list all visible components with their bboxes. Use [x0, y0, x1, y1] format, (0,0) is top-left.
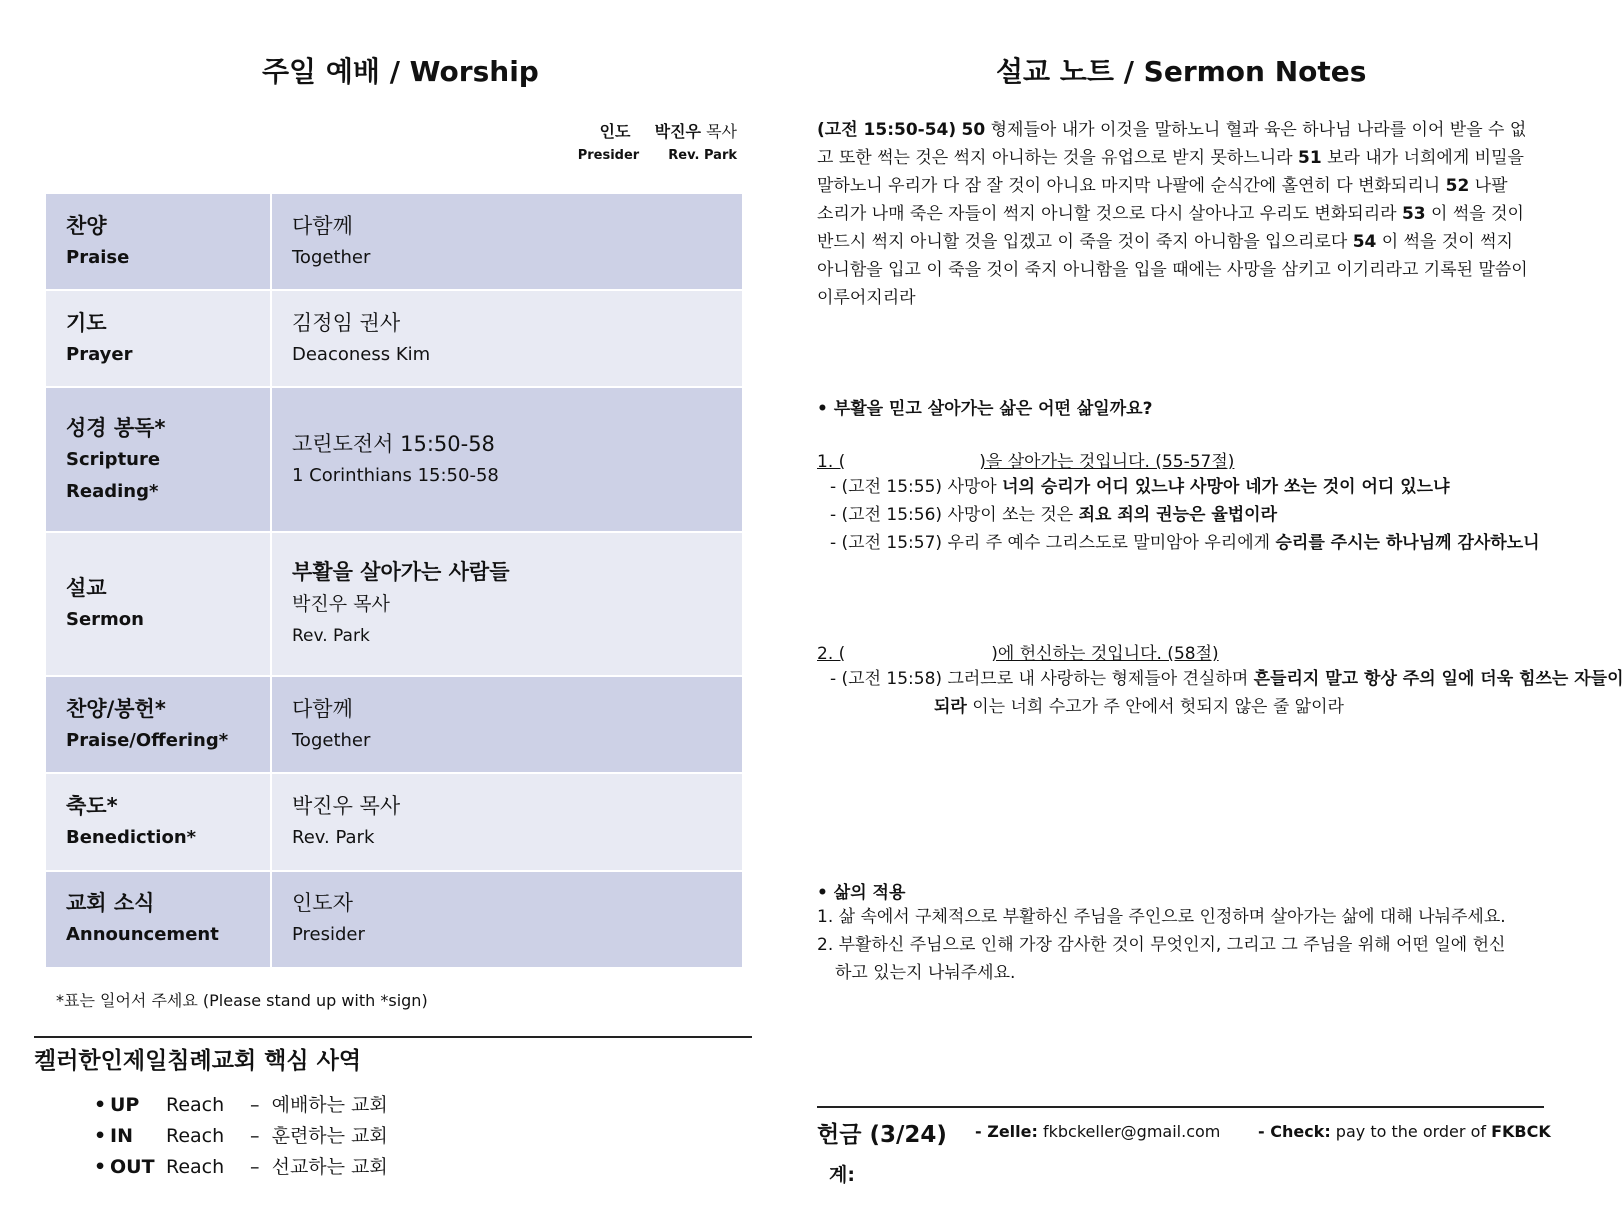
- bullet-icon: •: [94, 1125, 107, 1147]
- item-ref: - (고전 15:57): [830, 533, 943, 553]
- order-item-value: [271, 290, 743, 387]
- order-value-en: Presider: [292, 924, 365, 946]
- mission-item-out: [94, 1152, 388, 1183]
- main-question: [817, 394, 1152, 419]
- mission-dash: –: [250, 1125, 260, 1147]
- offering-check: [1258, 1122, 1551, 1141]
- mission-reach: Reach: [166, 1125, 225, 1147]
- order-item-ko: 성경 봉독*: [66, 415, 166, 440]
- item-bold: 승리를 주시는 하나님께 감사하노니: [1275, 533, 1540, 553]
- verse-text: 이 썩을 것이 반드시 썩지 아니할 것을 입겠고 이 죽을 것이 죽지 아니함을 입으리로다: [817, 204, 1524, 252]
- mission-code: OUT: [110, 1156, 155, 1178]
- order-item-en: Scripture Reading*: [66, 448, 161, 502]
- item-plain: 우리 주 예수 그리스도로 말미암아 우리에게: [942, 533, 1276, 553]
- order-value-en: Rev. Park: [292, 626, 370, 647]
- mission-item-up: [94, 1090, 388, 1121]
- presider-english: [578, 148, 737, 163]
- order-value-en: 1 Corinthians 15:50-58: [292, 464, 499, 486]
- point-2-list: [830, 665, 1624, 721]
- order-item-label: [45, 193, 271, 290]
- application-item: 1. 삶 속에서 구체적으로 부활하신 주님을 주인으로 인정하며 살아가는 삶에 대해 나눠주세요.: [817, 907, 1506, 927]
- scripture-ref: (고전 15:50-54): [817, 120, 957, 140]
- item-plain: 사망아: [942, 477, 1003, 497]
- sermon-title: 부활을 살아가는 사람들: [292, 560, 510, 585]
- application-heading: [817, 878, 905, 903]
- verse-number: 52: [1445, 176, 1470, 196]
- order-item-en: Sermon: [66, 609, 144, 631]
- order-item-label: [45, 871, 271, 968]
- application-item: 2. 부활하신 주님으로 인해 가장 감사한 것이 무엇인지, 그리고 그 주님을 위해 어떤 일에 헌신하고 있는지 나눠주세요.: [817, 935, 1506, 983]
- bullet-icon: •: [817, 883, 828, 903]
- point-2-open: 2. (: [817, 644, 846, 664]
- zelle-label: - Zelle:: [975, 1122, 1038, 1141]
- mission-code: IN: [110, 1125, 133, 1147]
- mission-list: [94, 1090, 388, 1183]
- item-ref: - (고전 15:55): [830, 477, 943, 497]
- check-label: - Check:: [1258, 1122, 1331, 1141]
- application-title: 삶의 적용: [833, 883, 906, 903]
- order-item-en: Announcement: [66, 924, 219, 946]
- order-row-announcement: [45, 871, 743, 968]
- mission-code: UP: [110, 1094, 140, 1116]
- order-item-en: Benediction*: [66, 827, 197, 849]
- mission-reach: Reach: [166, 1156, 225, 1178]
- sermon-notes-title: 설교 노트 / Sermon Notes: [996, 55, 1367, 88]
- point-2-heading: [817, 639, 1219, 664]
- point-2-close: )에 헌신하는 것입니다. (58절): [991, 644, 1219, 664]
- presider-en-name: Rev. Park: [668, 148, 737, 163]
- order-value-en: Rev. Park: [292, 827, 375, 849]
- point-1-item: [830, 473, 1624, 501]
- verse-text: 보라 내가 너희에게 비밀을 말하노니 우리가 다 잠 잘 것이 아니요 마지막 나팔에 순식간에 홀연히 다 변화되리니: [817, 148, 1524, 196]
- presider-label: 인도: [599, 122, 631, 141]
- order-item-en: Praise/Offering*: [66, 729, 229, 751]
- item-plain: 그러므로 내 사랑하는 형제들아 견실하며: [942, 669, 1254, 689]
- verse-number: 54: [1352, 232, 1377, 252]
- point-1-heading: [817, 447, 1234, 472]
- order-item-ko: 찬양: [66, 213, 107, 238]
- item-bold: 흔들리지 말고 항상 주의 일에 더욱 힘쓰는 자들이 되라: [934, 669, 1624, 717]
- question-text: 부활을 믿고 살아가는 삶은 어떤 삶일까요?: [833, 399, 1153, 419]
- offering-total-label: 계:: [829, 1164, 855, 1186]
- bullet-icon: •: [94, 1094, 107, 1116]
- order-item-value: [271, 871, 743, 968]
- order-value-ko: 고린도전서 15:50-58: [292, 431, 495, 456]
- item-plain: 사망이 쏘는 것은: [942, 505, 1079, 525]
- point-1-close: )을 살아가는 것입니다. (55-57절): [979, 452, 1235, 472]
- order-item-ko: 교회 소식: [66, 891, 155, 916]
- mission-desc: 훈련하는 교회: [271, 1125, 388, 1147]
- order-item-label: [45, 773, 271, 870]
- mission-title: 켈러한인제일침례교회 핵심 사역: [34, 1048, 362, 1074]
- mission-desc: 예배하는 교회: [271, 1094, 388, 1116]
- order-item-label: [45, 387, 271, 531]
- order-item-value: [271, 193, 743, 290]
- bullet-icon: •: [94, 1156, 107, 1178]
- order-item-value: [271, 676, 743, 773]
- verse-number: 51: [1298, 148, 1322, 168]
- point-1-item: [830, 529, 1624, 557]
- verse-text: 이 썩을 것이 썩지 아니함을 입고 이 죽을 것이 죽지 아니함을 입을 때에는 사망을 삼키고 이기리라고 기록된 말씀이 이루어지리라: [817, 232, 1528, 308]
- check-payee: FKBCK: [1491, 1122, 1551, 1141]
- order-value-ko: 박진우 목사: [292, 794, 401, 819]
- item-bold: 너의 승리가 어디 있느냐 사망아 네가 쏘는 것이 어디 있느냐: [1002, 477, 1450, 497]
- mission-desc: 선교하는 교회: [271, 1156, 388, 1178]
- order-item-ko: 찬양/봉헌*: [66, 696, 166, 721]
- order-value-ko: 박진우 목사: [292, 593, 390, 616]
- order-row-praise: [45, 193, 743, 290]
- verse-number: 50: [961, 120, 986, 140]
- order-row-scripture: [45, 387, 743, 531]
- order-value-ko: 다함께: [292, 696, 353, 721]
- order-item-value: [271, 532, 743, 676]
- verse-number: 53: [1401, 204, 1426, 224]
- order-row-offering: [45, 676, 743, 773]
- application-list: [805, 903, 1517, 987]
- order-item-value: [271, 387, 743, 531]
- offering-title: 헌금 (3/24): [817, 1122, 947, 1148]
- point-1-open: 1. (: [817, 452, 846, 472]
- order-item-en: Praise: [66, 246, 130, 268]
- order-value-en: Together: [292, 729, 371, 751]
- worship-title: 주일 예배 / Worship: [262, 55, 539, 88]
- presider-title: 목사: [706, 122, 737, 141]
- order-value-en: Deaconess Kim: [292, 343, 431, 365]
- verse-text: 나팔 소리가 나매 죽은 자들이 썩지 아니할 것으로 다시 살아나고 우리도 변화되리라: [817, 176, 1508, 224]
- mission-reach: Reach: [166, 1094, 225, 1116]
- order-value-ko: 다함께: [292, 213, 353, 238]
- order-item-label: [45, 532, 271, 676]
- order-value-ko: 인도자: [292, 891, 353, 916]
- order-item-ko: 설교: [66, 576, 107, 601]
- presider-en-label: Presider: [577, 148, 640, 163]
- order-item-label: [45, 676, 271, 773]
- point-2-item: [830, 665, 1624, 721]
- stand-note: *표는 일어서 주세요 (Please stand up with *sign): [56, 991, 428, 1010]
- scripture-passage: [817, 116, 1529, 312]
- point-1-item: [830, 501, 1624, 529]
- check-value: pay to the order of: [1330, 1122, 1492, 1141]
- order-of-worship-table: [44, 192, 744, 969]
- order-row-benediction: [45, 773, 743, 870]
- order-value-en: Together: [292, 246, 371, 268]
- point-1-list: [830, 473, 1624, 557]
- item-ref: - (고전 15:58): [830, 669, 943, 689]
- order-value-ko: 김정임 권사: [292, 310, 401, 335]
- zelle-value: fkbckeller@gmail.com: [1037, 1122, 1221, 1141]
- left-divider: [34, 1036, 752, 1038]
- mission-dash: –: [250, 1156, 260, 1178]
- item-tail: 이는 너희 수고가 주 안에서 헛되지 않은 줄 앎이라: [966, 697, 1344, 717]
- mission-item-in: [94, 1121, 388, 1152]
- order-item-value: [271, 773, 743, 870]
- order-item-ko: 기도: [66, 310, 107, 335]
- order-item-en: Prayer: [66, 343, 133, 365]
- presider-name: 박진우: [654, 122, 701, 141]
- mission-dash: –: [250, 1094, 260, 1116]
- order-row-prayer: [45, 290, 743, 387]
- order-item-label: [45, 290, 271, 387]
- presider-korean: [600, 119, 738, 142]
- bullet-icon: •: [817, 399, 828, 419]
- order-item-ko: 축도*: [66, 794, 118, 819]
- item-ref: - (고전 15:56): [830, 505, 943, 525]
- order-row-sermon: [45, 532, 743, 676]
- verse-text: 형제들아 내가 이것을 말하노니 혈과 육은 하나님 나라를 이어 받을 수 없고 또한 썩는 것은 썩지 아니하는 것을 유업으로 받지 못하느니라: [817, 120, 1527, 168]
- right-divider: [817, 1106, 1544, 1108]
- item-bold: 죄요 죄의 권능은 율법이라: [1078, 505, 1278, 525]
- offering-zelle: [975, 1122, 1220, 1141]
